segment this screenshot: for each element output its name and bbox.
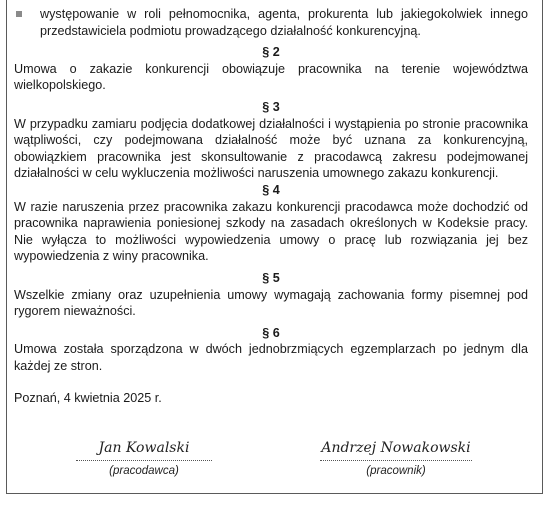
employee-name: Andrzej Nowakowski bbox=[321, 440, 471, 456]
section-heading-6: § 6 bbox=[262, 325, 280, 340]
place-date: Poznań, 4 kwietnia 2025 r. bbox=[14, 391, 162, 406]
section-text-3: W przypadku zamiaru podjęcia dodatkowej działalności i wystąpienia po stronie pracownika wątpliwości, czy podejmowana działalność może być uznana za konkurencyjną, obowiązkiem pracownika jest skonsultowanie z pracodawcą zakresu podejmowanej działalności w celu wykluczenia możliwości naruszenia umownego zakazu konkurencji. bbox=[14, 116, 528, 181]
section-text-2: Umowa o zakazie konkurencji obowiązuje pracownika na terenie województwa wielkopolskiego. bbox=[14, 61, 528, 93]
employer-name: Jan Kowalski bbox=[98, 440, 190, 456]
signature-block bbox=[14, 438, 528, 488]
section-heading-4: § 4 bbox=[262, 182, 280, 197]
section-text-5: Wszelkie zmiany oraz uzupełnienia umowy wymagają zachowania formy pisemnej pod rygorem nieważności. bbox=[14, 287, 528, 319]
section-heading-3: § 3 bbox=[262, 99, 280, 114]
list-item bbox=[14, 6, 528, 39]
section-text-6: Umowa została sporządzona w dwóch jednobrzmiących egzemplarzach po jednym dla każdej ze stron. bbox=[14, 342, 528, 373]
employee-signature bbox=[318, 438, 474, 477]
section-text-4: W razie naruszenia przez pracownika zakazu konkurencji pracodawca może dochodzić od pracownika naprawienia poniesionej szkody na zasadach określonych w Kodeksie pracy. Nie wyłącza to możliwości wypowiedzenia umowy o pracę lub rozwiązania jej bez wypowiedzenia z winy pracownika. bbox=[14, 199, 528, 264]
contract-body bbox=[14, 6, 528, 407]
signature-line bbox=[76, 458, 212, 461]
employer-role: (pracodawca) bbox=[109, 465, 179, 477]
bullet-text: występowanie w roli pełnomocnika, agenta, prokurenta lub jakiegokolwiek innego przedstawiciela podmiotu prowadzącego działalność konkurencyjną. bbox=[40, 7, 528, 38]
section-heading-2: § 2 bbox=[262, 45, 280, 60]
employee-role: (pracownik) bbox=[366, 465, 426, 477]
employer-signature bbox=[74, 438, 214, 477]
square-bullet-icon bbox=[16, 11, 22, 17]
signature-line bbox=[320, 458, 472, 461]
section-heading-5: § 5 bbox=[262, 270, 280, 285]
